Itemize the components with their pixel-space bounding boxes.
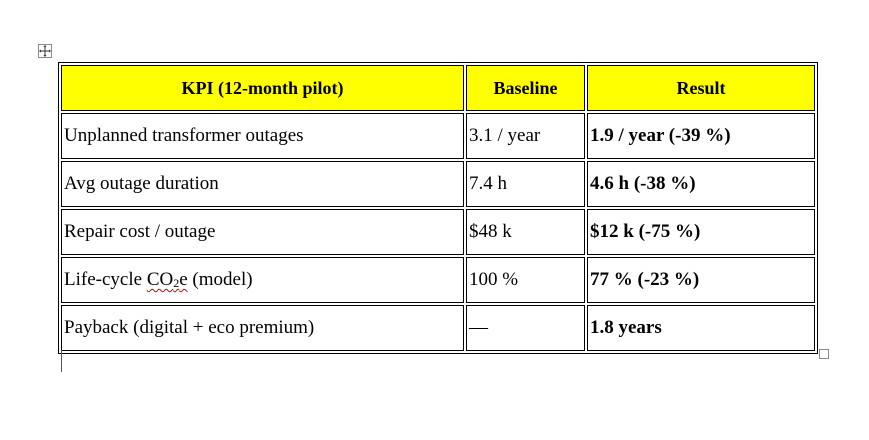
table-row — [61, 305, 815, 351]
cell-baseline[interactable]: — — [466, 305, 585, 351]
table-row — [61, 161, 815, 207]
table-resize-icon[interactable] — [819, 349, 829, 359]
cell-result[interactable]: 1.9 / year (-39 %) — [587, 113, 815, 159]
cell-kpi[interactable]: Repair cost / outage — [61, 209, 464, 255]
cell-baseline[interactable]: $48 k — [466, 209, 585, 255]
kpi-table — [58, 62, 818, 354]
table-row — [61, 257, 815, 303]
cell-kpi[interactable] — [61, 257, 464, 303]
table-row — [61, 113, 815, 159]
subscript-text: 2 — [173, 276, 180, 290]
text-cursor — [61, 350, 62, 372]
table-header-row — [61, 65, 815, 111]
header-result[interactable]: Result — [587, 65, 815, 111]
header-kpi[interactable]: KPI (12-month pilot) — [61, 65, 464, 111]
cell-result[interactable]: 77 % (-23 %) — [587, 257, 815, 303]
table-row — [61, 209, 815, 255]
cell-result[interactable]: 4.6 h (-38 %) — [587, 161, 815, 207]
cell-kpi[interactable]: Unplanned transformer outages — [61, 113, 464, 159]
kpi-suffix-text: (model) — [187, 269, 253, 290]
kpi-prefix-text: Life-cycle — [64, 269, 147, 290]
cell-baseline[interactable]: 100 % — [466, 257, 585, 303]
header-baseline[interactable]: Baseline — [466, 65, 585, 111]
e-text: e — [179, 269, 188, 290]
cell-result[interactable]: $12 k (-75 %) — [587, 209, 815, 255]
co-text: CO — [146, 269, 174, 290]
cell-result[interactable]: 1.8 years — [587, 305, 815, 351]
cell-kpi[interactable]: Avg outage duration — [61, 161, 464, 207]
cell-kpi[interactable]: Payback (digital + eco premium) — [61, 305, 464, 351]
table-move-icon[interactable] — [38, 44, 52, 58]
spellcheck-flagged-text — [147, 269, 188, 290]
cell-baseline[interactable]: 7.4 h — [466, 161, 585, 207]
cell-baseline[interactable]: 3.1 / year — [466, 113, 585, 159]
